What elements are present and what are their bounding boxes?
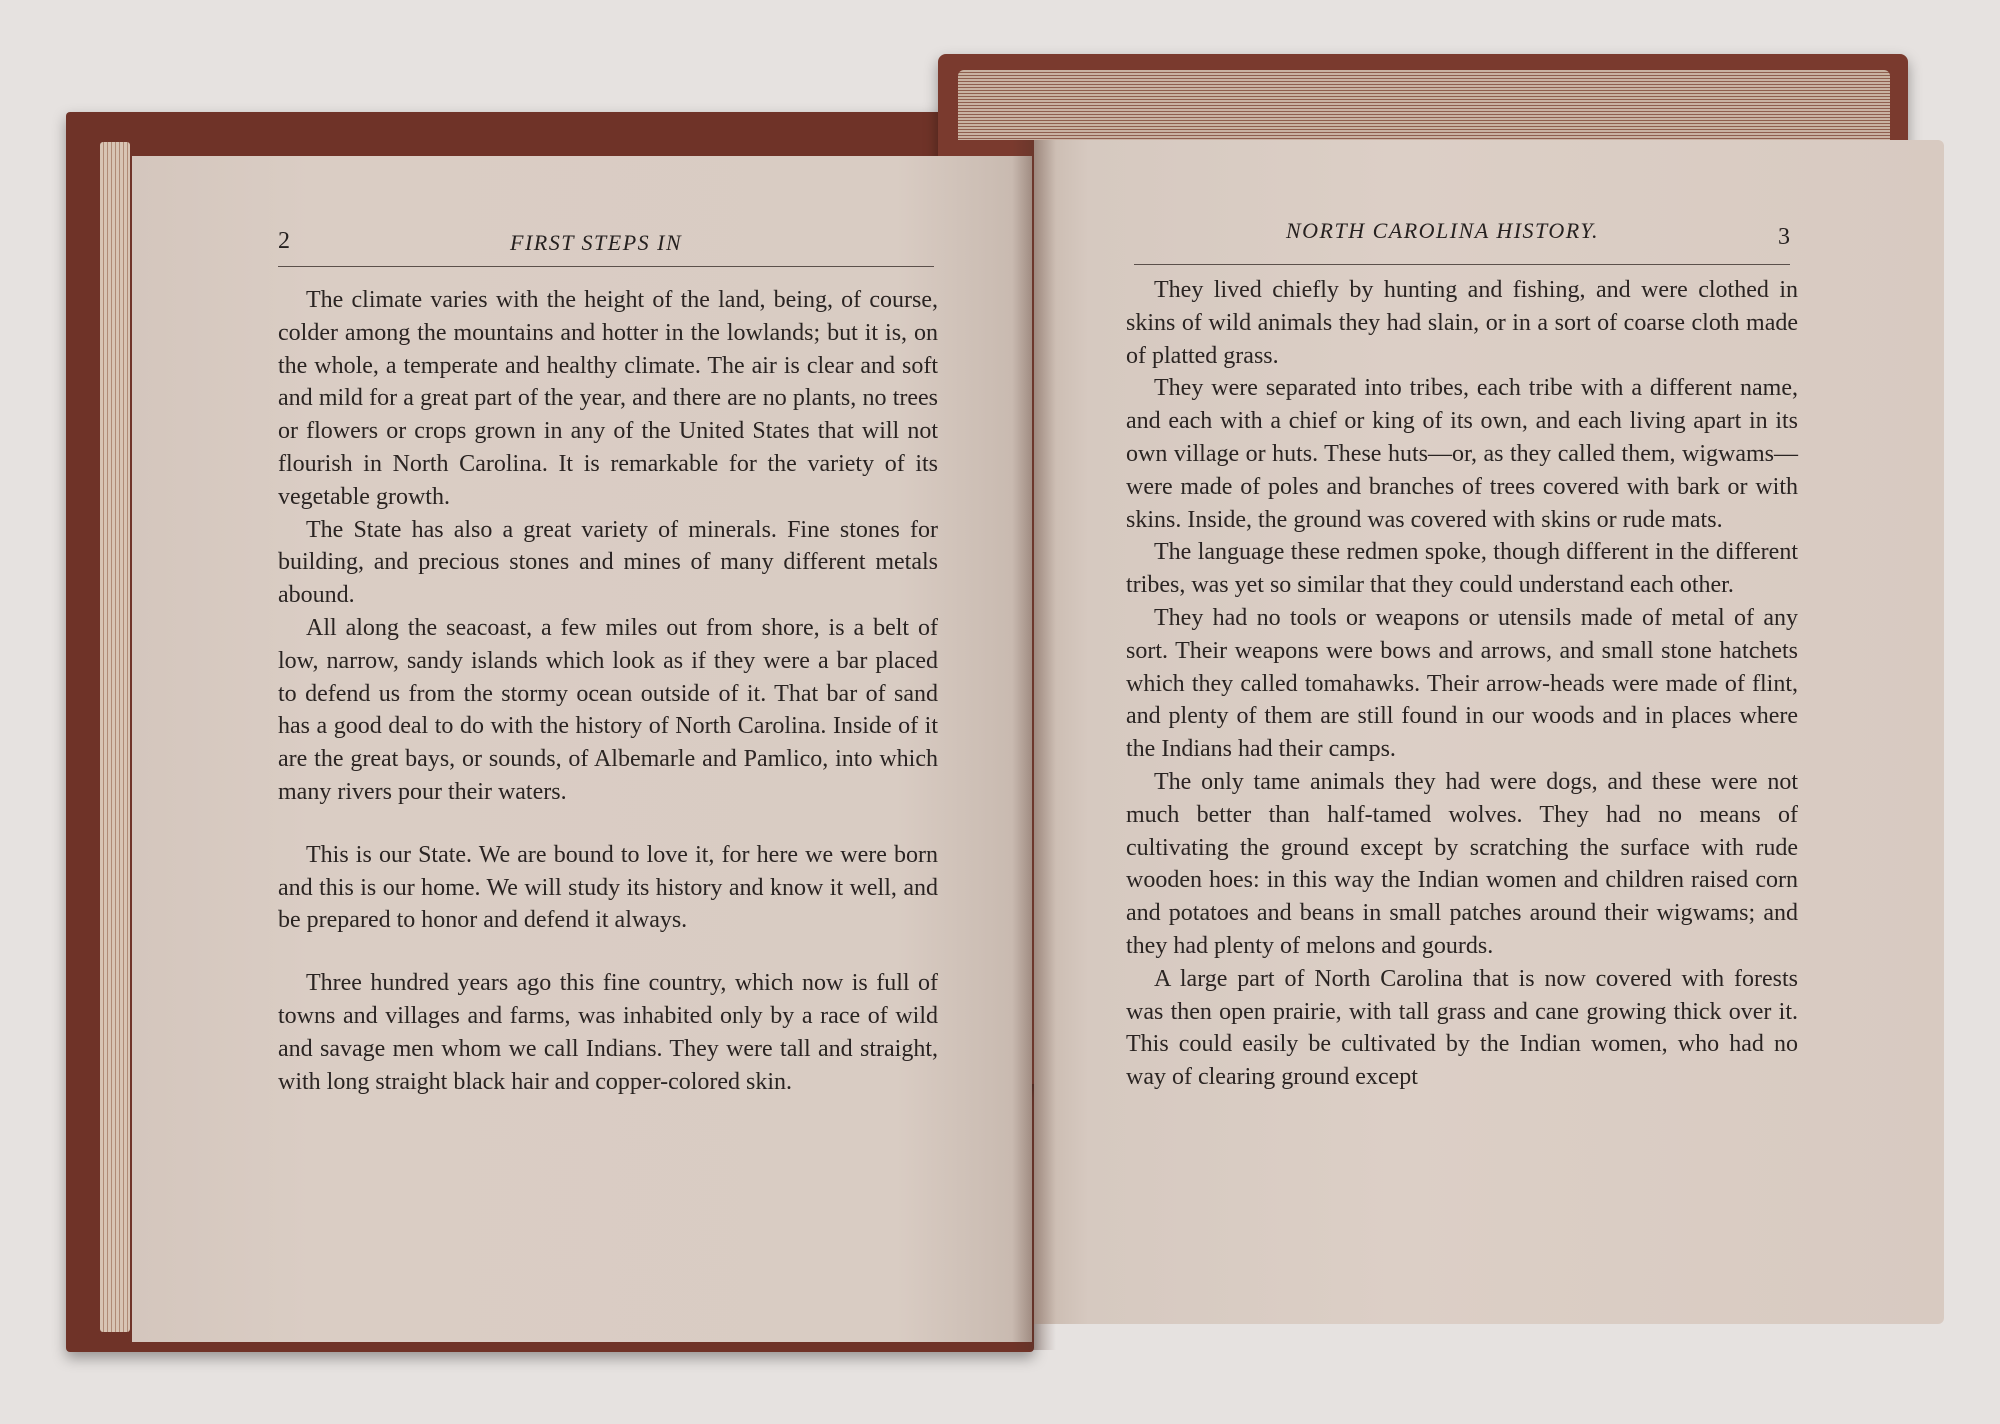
- page-body: [1126, 274, 1798, 1094]
- paragraph: This is our State. We are bound to love it, for here we were born and this is our home. We will study its history and know it well, and be prepared to honor and defend it always.: [278, 841, 938, 934]
- page-edges-top: [958, 70, 1890, 140]
- paragraph: They had no tools or weapons or utensils made of metal of any sort. Their weapons were bows and arrows, and small stone hatchets which they called tomahawks. Their arrow-heads were made of flint, and plenty of them are still found in our woods and in places where the Indians had their camps.: [1126, 604, 1798, 763]
- running-head: NORTH CAROLINA HISTORY.: [1286, 218, 1600, 243]
- paragraph: The language these redmen spoke, though different in the different tribes, was yet so similar that they could understand each other.: [1126, 539, 1798, 599]
- page-edges-left: [100, 142, 130, 1332]
- paragraph: They lived chiefly by hunting and fishing, and were clothed in skins of wild animals they had slain, or in a sort of coarse cloth made of platted grass.: [1126, 277, 1798, 369]
- paragraph: The climate varies with the height of the land, being, of course, colder among the mountains and hotter in the lowlands; but it is, on the whole, a temperate and healthy climate. The air is clear and soft and mild for a great part of the year, and there are no plants, no trees or flowers or crops grown in any of the United States that will not flourish in North Carolina. It is remarkable for the variety of its vegetable growth.: [278, 287, 938, 510]
- left-page: [132, 156, 1032, 1342]
- page-number: 2: [278, 228, 290, 254]
- paragraph: A large part of North Carolina that is now covered with forests was then open prairie, with tall grass and cane growing thick over it. This could easily be cultivated by the Indian women, who had no way of clearing ground except: [1126, 965, 1798, 1091]
- header-rule: [278, 266, 934, 267]
- paragraph: The only tame animals they had were dogs, and these were not much better than half-tamed wolves. They had no means of cultivating the ground except by scratching the surface with rude wooden hoes: in this way the Indian women and children raised corn and potatoes and beans in small patches around their wigwams; and they had plenty of melons and gourds.: [1126, 768, 1798, 959]
- paragraph: All along the seacoast, a few miles out from shore, is a belt of low, narrow, sandy islands which look as if they were a bar placed to defend us from the stormy ocean outside of it. That bar of sand has a good deal to do with the history of North Carolina. Inside of it are the great bays, or sounds, of Albemarle and Pamlico, into which many rivers pour their waters.: [278, 614, 938, 805]
- book-gutter: [1012, 140, 1056, 1350]
- page-number: 3: [1778, 224, 1790, 250]
- paragraph: They were separated into tribes, each tribe with a different name, and each with a chief or king of its own, and each living apart in its own village or huts. These huts—or, as they called them, wigwams—were made of poles and branches of trees covered with bark or with skins. Inside, the ground was covered with skins or rude mats.: [1126, 375, 1798, 533]
- page-body: [278, 284, 938, 1098]
- paragraph: Three hundred years ago this fine country, which now is full of towns and villages and farms, was inhabited only by a race of wild and savage men whom we call Indians. They were tall and straight, with long straight black hair and copper-colored skin.: [278, 970, 938, 1095]
- header-rule: [1134, 264, 1790, 265]
- paragraph: The State has also a great variety of minerals. Fine stones for building, and precious stones and mines of many different metals abound.: [278, 516, 938, 609]
- right-page: [1034, 140, 1944, 1324]
- running-head: FIRST STEPS IN: [510, 230, 683, 255]
